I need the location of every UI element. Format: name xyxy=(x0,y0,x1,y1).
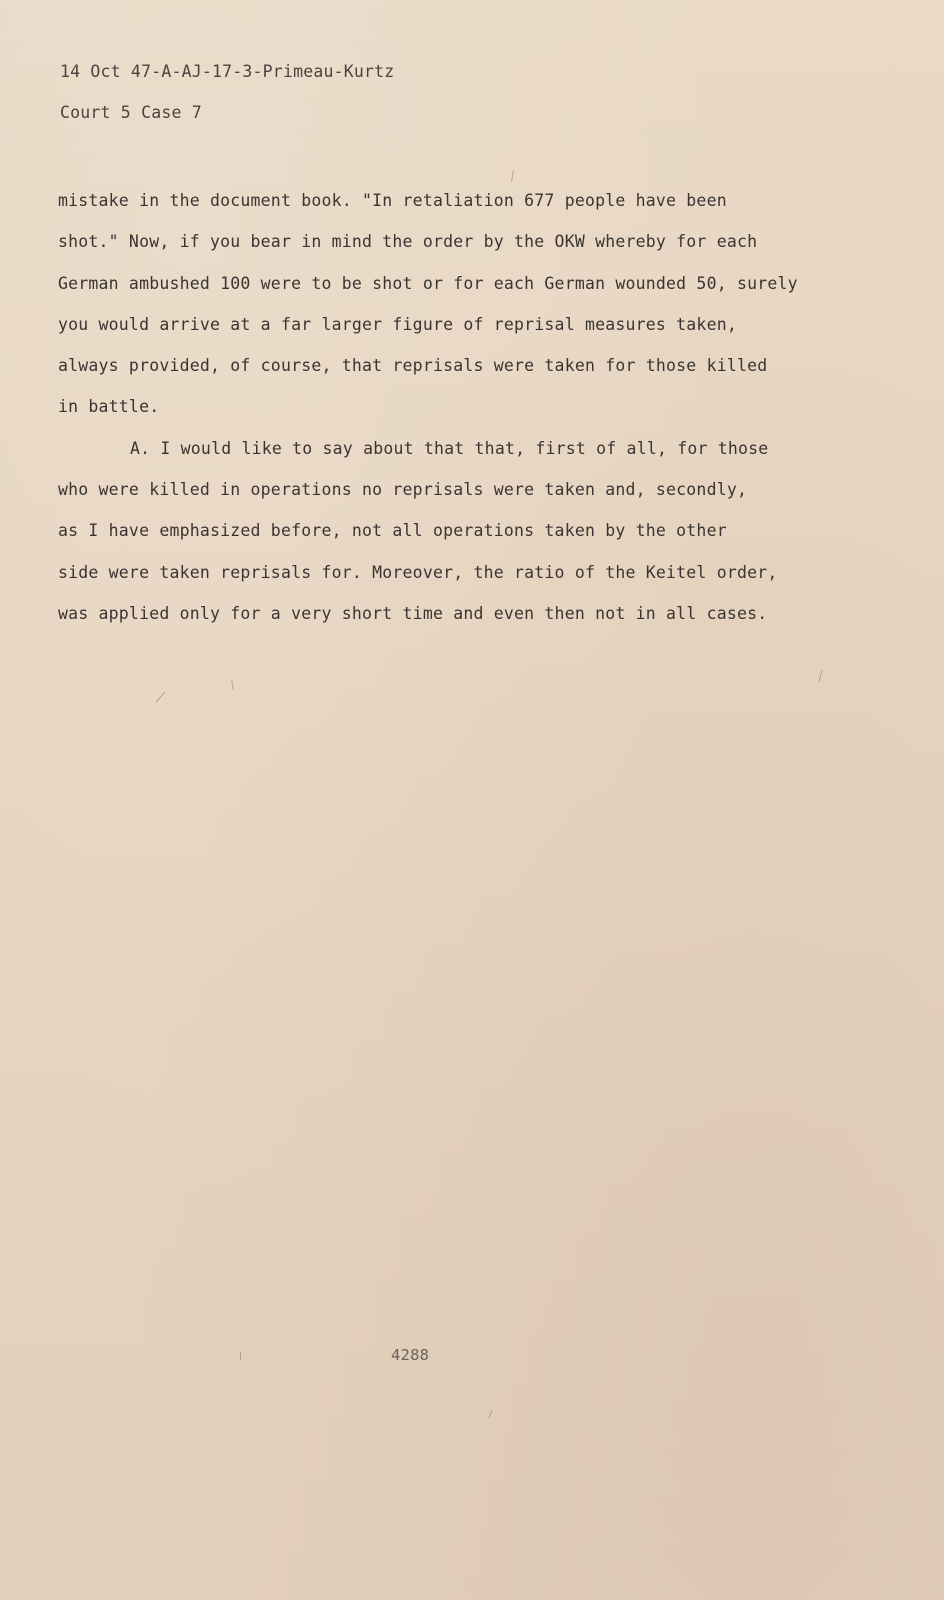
transcript-line: was applied only for a very short time and even then not in all cases. xyxy=(58,603,768,623)
page-number: 4288 xyxy=(391,1346,430,1364)
header-court-case: Court 5 Case 7 xyxy=(60,103,202,122)
paper-speck xyxy=(156,691,166,702)
transcript-line: side were taken reprisals for. Moreover, the ratio of the Keitel order, xyxy=(58,562,778,582)
paper-speck xyxy=(240,1352,241,1360)
transcript-line: who were killed in operations no reprisals were taken and, secondly, xyxy=(58,480,748,500)
paper-speck xyxy=(818,670,822,682)
transcript-line: as I have emphasized before, not all operations taken by the other xyxy=(58,521,727,541)
transcript-line: in battle. xyxy=(58,397,160,417)
transcript-line-answer-start: A. I would like to say about that that, first of all, for those xyxy=(130,438,769,458)
transcript-line: always provided, of course, that reprisals were taken for those killed xyxy=(58,356,768,376)
paper-speck xyxy=(231,680,233,690)
transcript-body xyxy=(58,180,888,634)
paper-speck xyxy=(488,1410,492,1418)
transcript-line: mistake in the document book. "In retaliation 677 people have been xyxy=(58,191,727,210)
transcript-line: German ambushed 100 were to be shot or for each German wounded 50, surely xyxy=(58,273,798,293)
header-reference: 14 Oct 47-A-AJ-17-3-Primeau-Kurtz xyxy=(60,62,395,81)
transcript-line: you would arrive at a far larger figure of reprisal measures taken, xyxy=(58,314,737,334)
transcript-line: shot." Now, if you bear in mind the order by the OKW whereby for each xyxy=(58,232,758,252)
